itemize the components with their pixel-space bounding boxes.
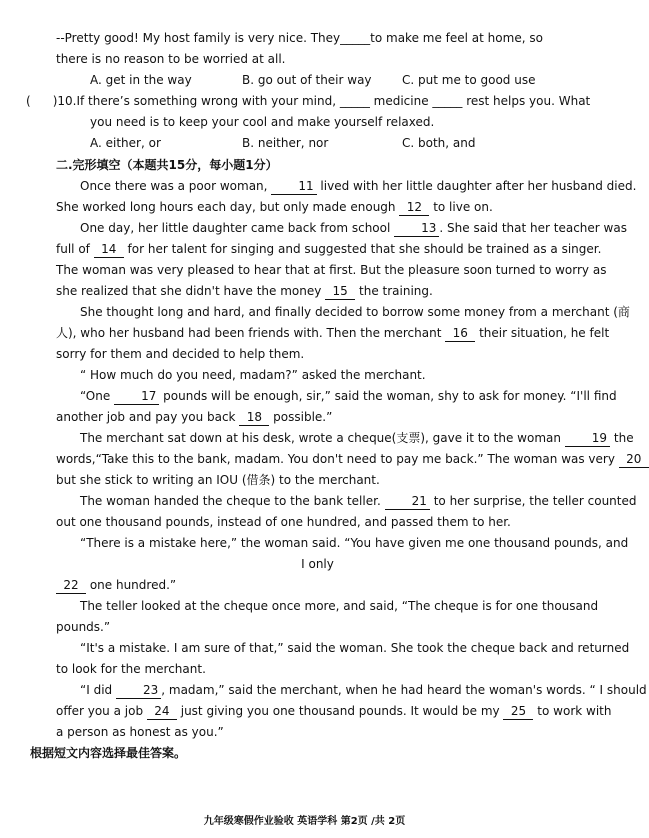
section-heading: 二.完形填空（本题共15分，每小题1分） (56, 158, 278, 172)
blank-20: 20 (619, 452, 649, 468)
page-footer: 九年级寒假作业验收 英语学科 第2页 /共 2页 (203, 816, 406, 827)
blank-16: 16 (445, 326, 475, 342)
q9-options (56, 70, 579, 91)
blank-17: 17 (114, 389, 159, 405)
q10-stem-line2: you need is to keep your cool and make yourself relaxed. (90, 115, 435, 129)
q9-option-a: A. get in the way (90, 73, 192, 87)
q10-options (56, 133, 579, 154)
instruction-text: 根据短文内容选择最佳答案。 (30, 746, 187, 760)
q9-blank: _____ (340, 31, 371, 45)
blank-13: 13 (394, 221, 439, 237)
q10-answer-paren: ( ) (26, 94, 58, 108)
q9-stem: --Pretty good! My host family is very nice. They_____to make me feel at home, so (56, 31, 543, 45)
blank-14: 14 (94, 242, 124, 258)
blank-15: 15 (325, 284, 355, 300)
q9-option-b: B. go out of their way (242, 73, 372, 87)
blank-23: 23 (116, 683, 161, 699)
q10-option-b: B. neither, nor (242, 136, 329, 150)
q9-stem-line2: there is no reason to be worried at all. (56, 52, 286, 66)
blank-18: 18 (239, 410, 269, 426)
q10-option-c: C. both, and (402, 136, 476, 150)
q10-number: 10. (57, 94, 77, 108)
blank-19: 19 (565, 431, 610, 447)
q10-stem: ( )10.If there’s something wrong with your mind, _____ medicine _____ rest helps you. What (26, 94, 591, 108)
cloze-passage: Once there was a poor woman, 11 lived with her little daughter after her husband died. She worked long hours each day, but only made enough 12 to live on. One day, her little daughter came back from school 13 . She said that her teacher was full of 14 for her talent for singing and suggested that she should be trained as a singer. The woman was very pleased to hear that at first. But the pleasure soon turned to worry as she realized that she didn't have the money 15 the training. She thought long and hard, and finally decided to borrow some money from a merchant (商 人), who her husband had been friends with. Then the merchant 16 their situation, he felt sorry for them and decided to help them. “ How much do you need, madam?” asked the merchant. “One 17 pounds will be enough, sir,” said the woman, shy to ask for money. “I'll find another job and pay you back 18 possible.” The merchant sat down at his desk, wrote a cheque(支票), gave it to the woman 19 the words,“Take this to the bank, madam. You don't need to pay me back.” The woman was very 20 but she stick to writing an IOU (借条) to the merchant. The woman handed the cheque to the bank teller. 21 to her surprise, the teller counted out one thousand pounds, instead of one hundred, and passed them to her. “There is a mistake here,” the woman said. “You have given me one thousand pounds, and I only 22 one hundred.” The teller looked at the cheque once more, and said, “The cheque is for one thousand pounds.” “It's a mistake. I am sure of that,” said the woman. She took the cheque back and returned to look for the merchant. “I did 23 , madam,” said the merchant, when he had heard the woman's words. “ I should offer you a job 24 just giving you one thousand pounds. It would be my 25 to work with a person as honest as you.” (56, 176, 579, 743)
blank-12: 12 (399, 200, 429, 216)
blank-21: 21 (385, 494, 430, 510)
q9-option-c: C. put me to good use (402, 73, 536, 87)
blank-22: 22 (56, 578, 86, 594)
blank-25: 25 (503, 704, 533, 720)
blank-24: 24 (147, 704, 177, 720)
blank-11: 11 (271, 179, 316, 195)
q10-option-a: A. either, or (90, 136, 161, 150)
